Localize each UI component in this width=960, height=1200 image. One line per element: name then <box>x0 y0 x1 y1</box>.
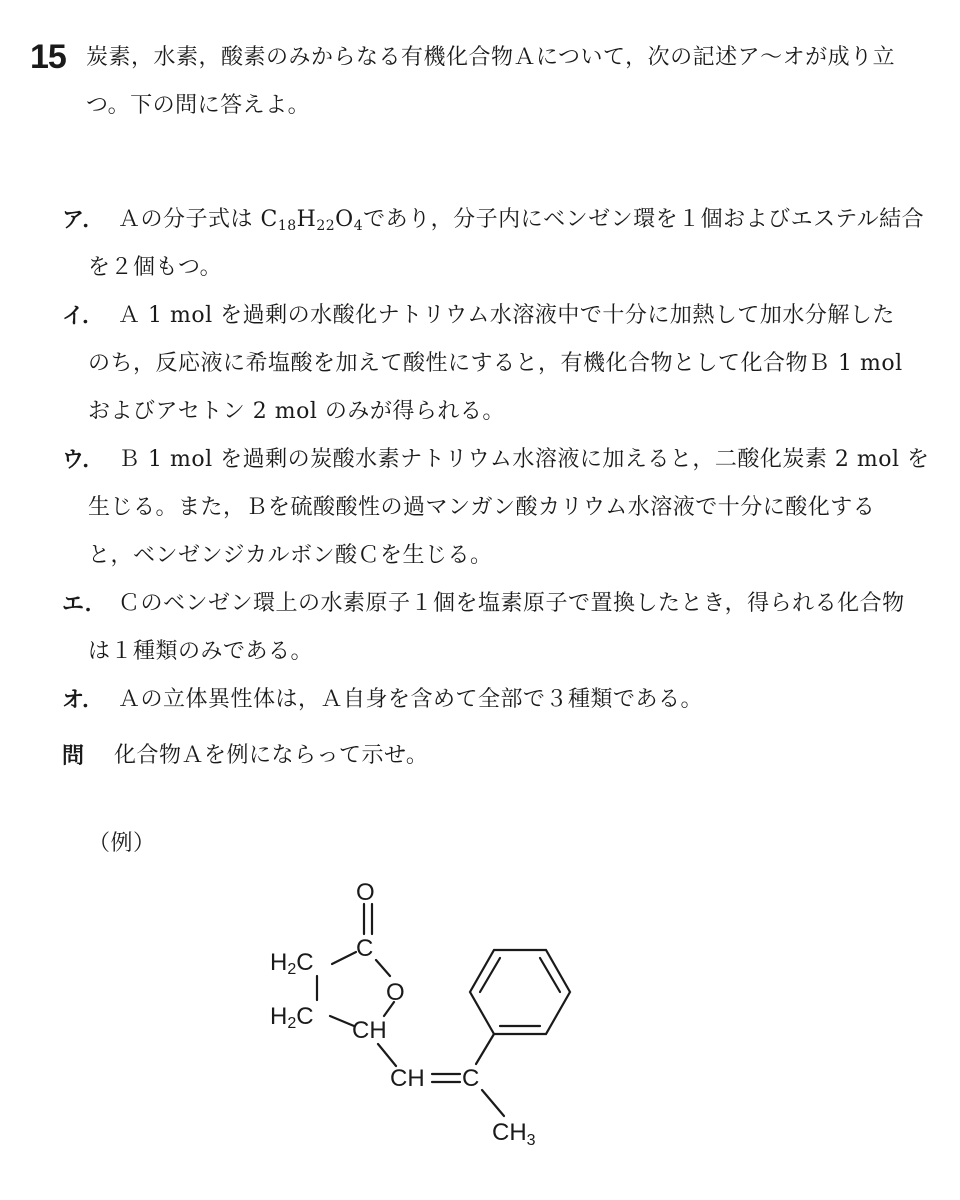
statement-e-line-1: Ｃのベンゼン環上の水素原子１個を塩素原子で置換したとき，得られる化合物 <box>118 591 905 616</box>
statement-i-line-2: のち，反応液に希塩酸を加えて酸性にすると，有機化合物として化合物Ｂ 1 mol <box>88 351 903 376</box>
statement-a-line-1: Ａの分子式は $C_{18}H_{22}O_4$であり，分子内にベンゼン環を１個およびエステル結合 <box>118 207 925 234</box>
atom-ch2-upper: H2C <box>270 949 314 978</box>
example-label: （例） <box>88 831 156 856</box>
statement-a-line-2: を２個もつ。 <box>88 255 223 280</box>
atom-ch3: $CH_3$ <box>492 1119 536 1149</box>
statement-u-line-3: と，ベンゼンジカルボン酸Ｃを生じる。 <box>88 543 493 568</box>
problem-intro-line-1: 炭素，水素，酸素のみからなる有機化合物Ａについて，次の記述ア～オが成り立 <box>86 45 896 70</box>
problem-number: 15 <box>30 38 66 76</box>
bond-ch-chvinyl <box>378 1044 396 1066</box>
question-label: 問 <box>62 743 85 768</box>
problem-intro-line-2: つ。下の問に答えよ。 <box>86 93 311 118</box>
statement-label-o: オ． <box>62 687 105 712</box>
benzene-inner-2 <box>540 958 560 992</box>
benzene-inner-1 <box>480 958 500 992</box>
example-structural-formula <box>0 860 960 1160</box>
atom-ch-vinyl: CH <box>390 1065 425 1092</box>
bond-ch2-c <box>332 952 356 964</box>
statement-label-a: ア． <box>62 207 105 232</box>
atom-ch-ring: CH <box>352 1017 387 1044</box>
atom-o-carbonyl: O <box>356 879 375 906</box>
statement-i-line-1: Ａ 1 mol を過剰の水酸化ナトリウム水溶液中で十分に加熱して加水分解した <box>118 303 895 328</box>
statement-e-line-2: は１種類のみである。 <box>88 639 314 664</box>
statement-u-line-2: 生じる。また，Ｂを硫酸酸性の過マンガン酸カリウム水溶液で十分に酸化する <box>88 495 876 520</box>
statement-label-e: エ． <box>62 591 107 616</box>
question-text: 化合物Ａを例にならって示せ。 <box>114 743 429 768</box>
bond-ch2-ch <box>330 1016 354 1026</box>
statement-label-u: ウ． <box>62 447 105 472</box>
bond-c-phenyl <box>476 1034 494 1064</box>
statement-o-line-1: Ａの立体異性体は，Ａ自身を含めて全部で３種類である。 <box>118 687 704 712</box>
benzene-ring <box>470 950 570 1034</box>
bond-c-ch3 <box>482 1090 504 1116</box>
atom-o-ring: O <box>386 979 405 1006</box>
statement-label-i: イ． <box>62 303 105 328</box>
atom-c-carbonyl: C <box>356 935 374 962</box>
atom-ch2-lower: H2C <box>270 1003 314 1032</box>
atom-c-vinyl: C <box>462 1065 480 1092</box>
statement-i-line-3: およびアセトン 2 mol のみが得られる。 <box>88 399 505 424</box>
statement-u-line-1: Ｂ 1 mol を過剰の炭酸水素ナトリウム水溶液に加えると，二酸化炭素 2 mol を <box>118 447 930 472</box>
bond-c-o-ring <box>376 960 390 976</box>
